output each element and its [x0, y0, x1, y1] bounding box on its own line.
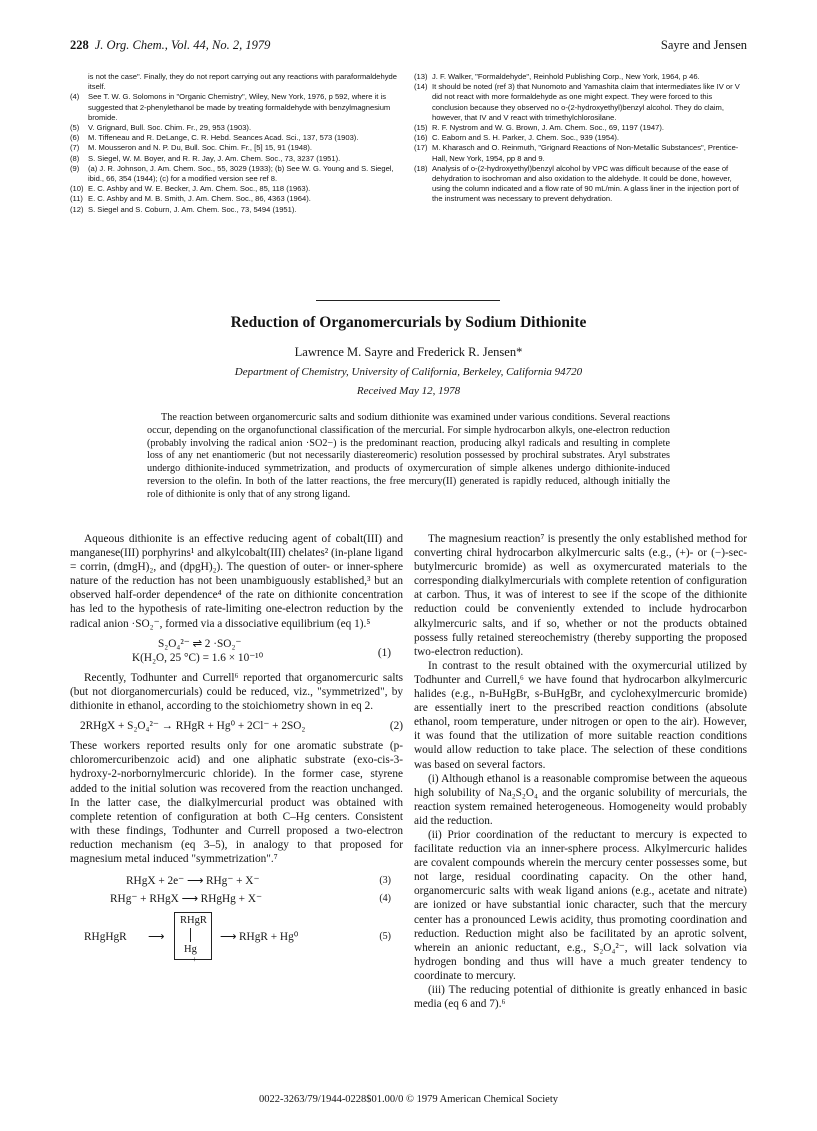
- reference-item: [70, 164, 403, 184]
- equation-number: (3): [379, 875, 391, 887]
- intermediate-top: RHgR: [180, 915, 207, 927]
- reference-text: S. Siegel, W. M. Boyer, and R. R. Jay, J. Am. Chem. Soc., 73, 3237 (1951).: [88, 153, 341, 163]
- equation-1: [70, 637, 403, 665]
- reference-item: [70, 205, 403, 215]
- reference-text: E. C. Ashby and M. B. Smith, J. Am. Chem. Soc., 86, 4363 (1964).: [88, 194, 311, 204]
- reference-item: [70, 154, 403, 164]
- paragraph: (i) Although ethanol is a reasonable compromise between the aqueous high solubility of Na₂S₂O₄ and the organic solubility of mercurials, the reaction system remained heterogeneous. Homogeneity would probably aid the reduction.: [414, 772, 747, 827]
- reference-item: [414, 123, 747, 133]
- reference-item: [70, 92, 403, 123]
- paragraph: (iii) The reducing potential of dithionite is greatly enhanced in basic media (eq 6 and 7).⁶: [414, 984, 747, 1011]
- reference-text: E. C. Ashby and W. E. Becker, J. Am. Chem. Soc., 85, 118 (1963).: [88, 184, 311, 194]
- reference-number: (5): [70, 123, 80, 133]
- article-title: Reduction of Organomercurials by Sodium Dithionite: [230, 314, 587, 331]
- reference-text: Analysis of o-(2-hydroxyethyl)benzyl alcohol by VPC was difficult because of the ease of dehydration to isochroman and also oxidation to the aldehyde. It could be done, however, using the column indicated and a flow rate of 90 mL/min. A glass liner in the injection port of the instrument was necessary to prevent dehydration.: [432, 163, 739, 204]
- equation-2-body: 2RHgX + S₂O₄²⁻ → RHgR + Hg⁰ + 2Cl⁻ + 2SO₂: [80, 720, 306, 733]
- reference-number: (12): [70, 204, 84, 214]
- reference-number: (18): [414, 163, 428, 173]
- equation-1-line-2: K(H₂O, 25 °C) = 1.6 × 10⁻¹⁰: [132, 651, 264, 664]
- running-header: [70, 38, 747, 56]
- paragraph: The magnesium reaction⁷ is presently the only established method for converting chiral hydrocarbon alkylmercuric salts (e.g., (+)- or (−)-sec-butylmercuric bromide) as well as oxymercurated materials to the corresponding dialkylmercurials with complete retention of configuration at carbon. Thus, it was of interest to see if the scope of the dithionite reduction could be conveniently extended to include hydrocarbon alkylmercuric salts, and if so, whether or not the products obtained possess fully retained stereochemistry (thereby supporting the proposed two-electron reduction).: [414, 533, 747, 658]
- reference-text: See T. W. G. Solomons in "Organic Chemistry", Wiley, New York, 1976, p 592, where it is suggested that 2-phenylethanol be made by treating formaldehyde with benzylmagnesium bromide.: [88, 92, 391, 122]
- reference-number: (13): [414, 72, 428, 81]
- received-date: Received May 12, 1978: [356, 385, 461, 397]
- abstract: The reaction between organomercuric salts and sodium dithionite was examined under various conditions. Several reactions occur, depending on the organofunctional classification of the mercurial. For simple hydrocarbon alkyls, one-electron reduction (probably involving the radical anion ·SO2−) is the predominant reaction, producing alkyl radicals and resulting in complete loss of any net enantiomeric (but not necessarily diastereomeric) resolution possessed by prochiral substrates. Aryl substrates undergo dithionite-induced symmetrization, and products of oxymercuration of simple alkenes undergo dithionite-induced reversion to the olefin. In both of the latter reactions, the free mercury(II) generated is rapidly reduced, although initially the role of dithionite is only that of any strong ligand.: [147, 412, 670, 500]
- references-right-column: [414, 72, 747, 205]
- reference-item: [70, 133, 403, 143]
- equation-number: (2): [389, 720, 403, 733]
- intermediate-charge: +: [192, 955, 197, 965]
- equation-2: [70, 719, 403, 733]
- references-left-column: [70, 72, 403, 215]
- equation-4-body: RHg⁻ + RHgX ⟶ RHgHg + X⁻: [110, 893, 262, 906]
- reference-text: It should be noted (ref 3) that Nunomoto and Yamashita claim that intermediates like IV or V did not react with more formaldehyde as one might expect. They were forced to this conclusion because they observed no o-(2-hydroxyethyl)benzyl alcohol. They do claim, however, that IV and V react with trimethylchlorosilane.: [432, 82, 740, 122]
- reference-number: (16): [414, 133, 428, 143]
- reference-item: [414, 72, 747, 82]
- equation-5-reactant: RHgHgR: [84, 931, 127, 944]
- intermediate-bond: [190, 928, 191, 942]
- reference-item: [414, 133, 747, 143]
- paragraph: Recently, Todhunter and Currell⁶ reported that organomercuric salts (but not diorganomercurials) could be reduced, viz., "symmetrized", by dithionite in ethanol, according to the stoichiometry shown in eq 2.: [70, 671, 403, 713]
- intermediate-bottom: Hg: [184, 944, 197, 956]
- reference-item: [414, 143, 747, 163]
- body-right-column: [414, 532, 747, 1011]
- section-divider: [316, 300, 500, 301]
- reference-text: M. Mousseron and N. P. Du, Bull. Soc. Chim. Fr., [5] 15, 91 (1948).: [88, 143, 312, 153]
- reference-number: (7): [70, 143, 80, 153]
- equation-number: (5): [379, 931, 391, 943]
- copyright-footer: 0022-3263/79/1944-0228$01.00/0 © 1979 American Chemical Society: [258, 1094, 559, 1105]
- reference-text: R. F. Nystrom and W. G. Brown, J. Am. Chem. Soc., 69, 1197 (1947).: [432, 123, 664, 133]
- reference-item: [70, 143, 403, 153]
- reference-number: (9): [70, 163, 80, 173]
- equation-4: [70, 892, 403, 910]
- reference-number: (10): [70, 184, 84, 194]
- paragraph: In contrast to the result obtained with the oxymercurial utilized by Todhunter and Currell,⁶ we have found that hydrocarbon alkylmercuric halides (e.g., n-BuHgBr, s-BuHgBr, and cyclohexylmercuric bromide) are essentially inert to the prescribed reaction conditions (absolute ethanol, room temperature, under nitrogen or open to the air). However, it was found that the utilization of more suitable reaction conditions would allow reduction to take place. The selection of these conditions was based on several factors.: [414, 659, 747, 771]
- reference-number: (6): [70, 133, 80, 143]
- reference-item: [414, 164, 747, 205]
- reference-text: S. Siegel and S. Coburn, J. Am. Chem. Soc., 73, 5494 (1951).: [88, 204, 297, 214]
- reference-item: [70, 72, 403, 92]
- reference-number: (11): [70, 194, 83, 204]
- reference-text: (a) J. R. Johnson, J. Am. Chem. Soc., 55, 3029 (1933); (b) See W. G. Young and S. Siegel, ibid., 66, 354 (1944); (c) for a modified version see ref 8.: [88, 163, 394, 184]
- reference-text: M. Kharasch and O. Reinmuth, "Grignard Reactions of Non-Metallic Substances", Prentice-Hall, New York, 1954, pp 8 and 9.: [432, 143, 739, 163]
- paragraph: (ii) Prior coordination of the reductant to mercury is expected to facilitate reduction via an inner-sphere process. Alkylmercuric halides are covalent compounds wherein the mercury center possesses some, but not large, residual coordinating capacity. On the other hand, organomercuric salts with weak ligand anions (e.g., acetate and nitrate) are ionized or have substantial ionic character, such that the mercury center has a pronounced Lewis acidity, thus promoting coordination and reduction. Reduction might also be facilitated by an aprotic solvent, wherein an anionic reductant, e.g., S₂O₄²⁻, will lack solvation via hydrogen bonding and thus will have a much greater tendency to coordinate to mercury.: [414, 828, 747, 982]
- paragraph: Aqueous dithionite is an effective reducing agent of cobalt(III) and manganese(III) porphyrins¹ and alkylcobalt(III) chelates² (in-plane ligand = corrin, (dmgH)₂, and (dpgH)₂). The question of outer- or inner-sphere nature of the reduction has not been unambiguously established,³ but an observed half-order dependence⁴ of the rate on dithionite concentration has led to the hypothesis of rate-limiting one-electron reduction by the radical anion ·SO₂⁻, formed via a dissociative equilibrium (eq 1).⁵: [70, 533, 403, 630]
- equation-3-body: RHgX + 2e⁻ ⟶ RHg⁻ + X⁻: [126, 875, 260, 888]
- equation-3: [70, 874, 403, 892]
- reference-number: (14): [414, 82, 428, 92]
- reference-text: M. Tiffeneau and R. DeLange, C. R. Hebd. Seances Acad. Sci., 137, 573 (1903).: [88, 133, 359, 143]
- reference-number: (17): [414, 143, 428, 153]
- reaction-arrow: ⟶: [148, 931, 165, 944]
- journal-citation: J. Org. Chem., Vol. 44, No. 2, 1979: [94, 38, 271, 52]
- reference-text: is not the case". Finally, they do not report carrying out any reactions with paraformaldehyde itself.: [88, 72, 397, 92]
- body-left-column: [70, 532, 403, 964]
- equation-5-products: ⟶ RHgR + Hg⁰: [220, 931, 299, 944]
- equation-number: (4): [379, 893, 391, 905]
- reference-item: [70, 123, 403, 133]
- reference-number: (8): [70, 153, 80, 163]
- article-authors: Lawrence M. Sayre and Frederick R. Jensen*: [294, 345, 523, 359]
- reference-number: (15): [414, 123, 428, 133]
- equation-5: [70, 912, 403, 964]
- reference-item: [414, 82, 747, 123]
- author-affiliation: Department of Chemistry, University of California, Berkeley, California 94720: [234, 366, 583, 378]
- reference-text: V. Grignard, Bull. Soc. Chim. Fr., 29, 953 (1903).: [88, 123, 252, 133]
- equation-1-line-1: S₂O₄²⁻ ⇌ 2 ·SO₂⁻: [158, 637, 242, 650]
- reference-text: J. F. Walker, "Formaldehyde", Reinhold Publishing Corp., New York, 1964, p 46.: [432, 72, 700, 81]
- equation-number: (1): [377, 646, 391, 659]
- reference-item: [70, 194, 403, 204]
- page-number: 228: [70, 38, 89, 52]
- reference-item: [70, 184, 403, 194]
- reference-number: (4): [70, 92, 80, 102]
- header-left: [70, 38, 270, 53]
- running-head-authors: Sayre and Jensen: [660, 38, 747, 52]
- reference-text: C. Eaborn and S. H. Parker, J. Chem. Soc., 939 (1954).: [432, 133, 619, 143]
- paragraph: These workers reported results only for one aromatic substrate (p-chloromercuribenzoic acid) and one aliphatic substrate (exo-cis-3-hydroxy-2-norbornylmercuric chloride). In the former case, styrene added to the initial solution was recovered from the reaction unchanged. In the latter case, the dialkylmercurial product was obtained with complete retention of configuration at both C–Hg centers. Consistent with these findings, Todhunter and Currell proposed a two-electron reduction mechanism (eq 3–5), in analogy to that proposed for magnesium metal induced "symmetrization".⁷: [70, 740, 403, 865]
